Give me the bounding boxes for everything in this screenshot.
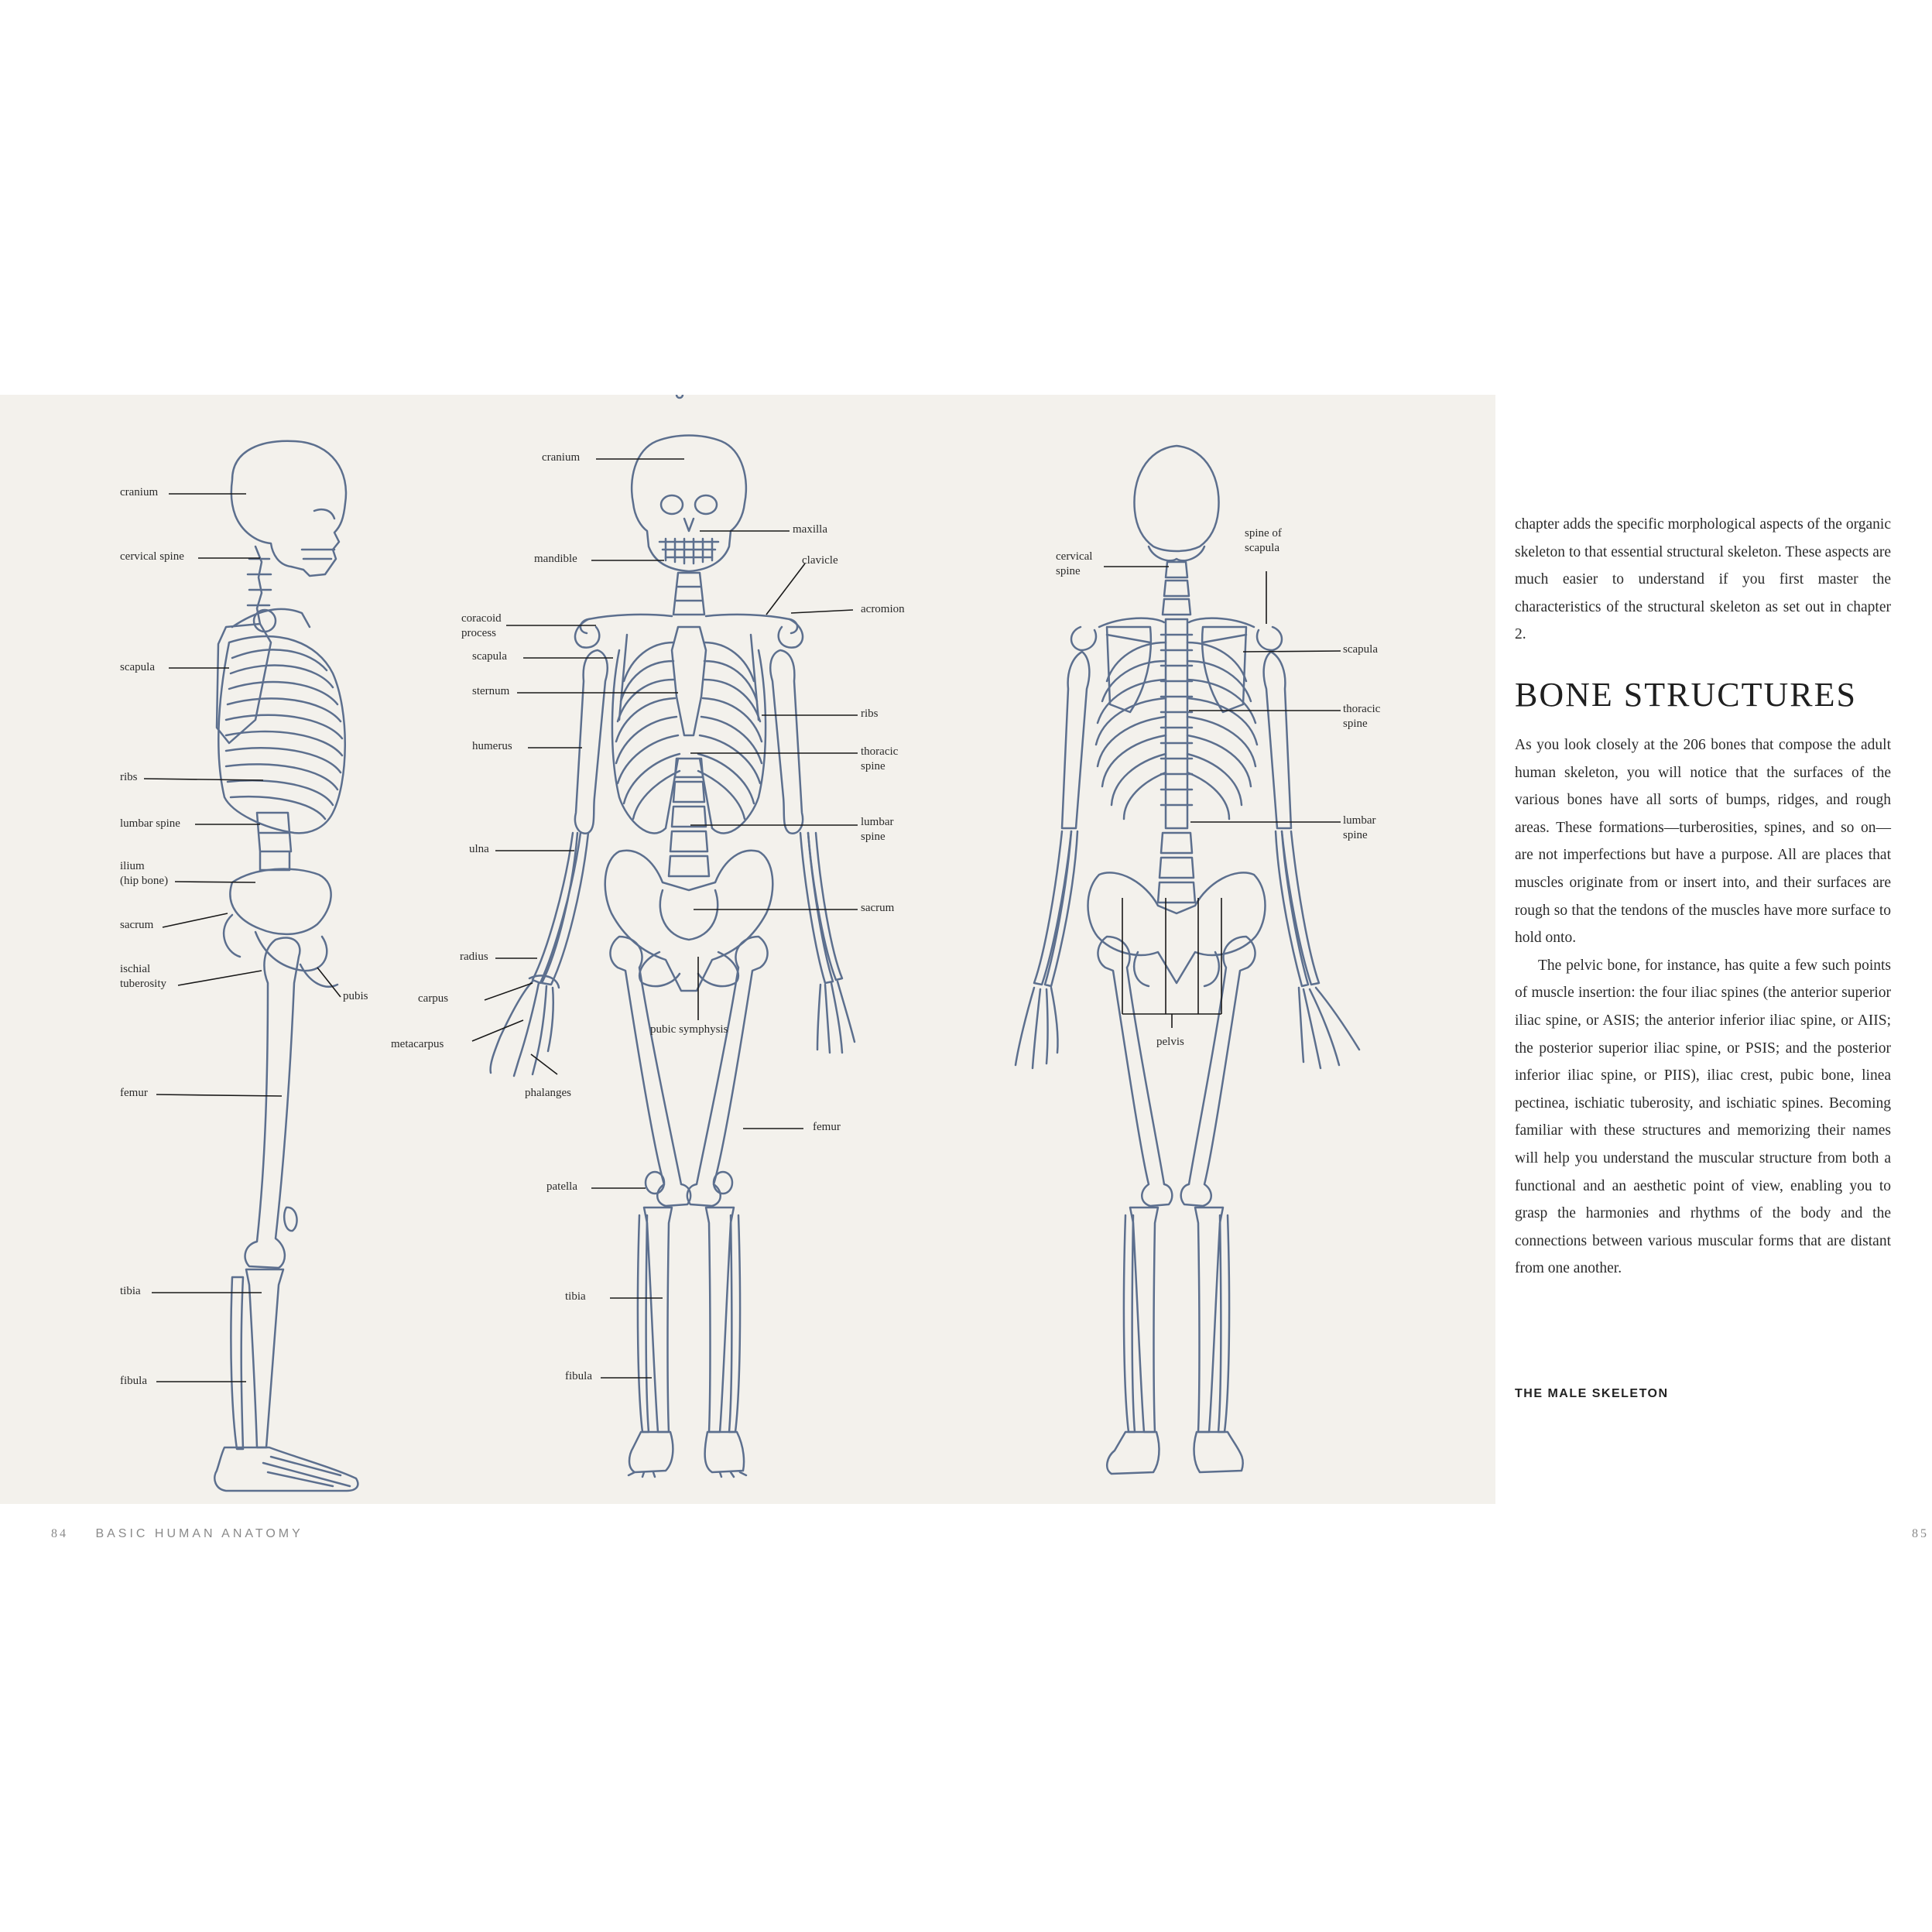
label-side-sacrum: sacrum <box>120 919 154 931</box>
label-front-scapula: scapula <box>472 650 507 663</box>
label-front-humerus: humerus <box>472 740 512 752</box>
body-text <box>1515 731 1891 1283</box>
paragraph-2: The pelvic bone, for instance, has quite a few such points of muscle insertion: the four iliac spines (the anterior superior iliac spine, or ASIS; the anterior inferior iliac spine, or AIIS; the posterior superior iliac spine, or PSIS; and the posterior inferior iliac spine, or PIIS), iliac crest, pubic bone, linea pectinea, ischiatic tuberosity, and ischiatic spines. Becoming familiar with these structures and memorizing their names will help you understand the muscular structure from both a functional and an aesthetic point of view, enabling you to grasp the harmonies and rhythms of the body and the connections between various muscular forms that are distant from one another. <box>1515 957 1891 1277</box>
label-side-scapula: scapula <box>120 661 155 673</box>
label-front-tibia: tibia <box>565 1290 586 1303</box>
left-page-number: 84 <box>51 1527 68 1540</box>
side-view-skeleton <box>214 441 358 1491</box>
label-front-metacarpus: metacarpus <box>391 1038 444 1050</box>
intro-paragraph: chapter adds the specific morphological aspects of the organic skeleton to that essential structural skeleton. These aspects are much easier to understand if you first master the characteristics of the structural skeleton as set out in chapter 2. <box>1515 516 1891 643</box>
label-front-clavicle: clavicle <box>802 554 838 567</box>
figure-caption: THE MALE SKELETON <box>1515 1387 1669 1400</box>
label-side-tibia: tibia <box>120 1285 141 1297</box>
intro-paragraph-block <box>1515 511 1891 649</box>
label-front-femur: femur <box>813 1121 841 1133</box>
label-side-cranium: cranium <box>120 486 159 498</box>
label-front-lumbar-spine: lumbar spine <box>861 816 894 843</box>
label-back-thoracic-spine: thoracic spine <box>1343 703 1381 730</box>
label-front-radius: radius <box>460 951 488 963</box>
label-back-spine-of-scapula: spine of scapula <box>1245 527 1282 554</box>
label-front-carpus: carpus <box>418 992 449 1005</box>
label-side-femur: femur <box>120 1087 148 1099</box>
label-front-ribs: ribs <box>861 707 879 720</box>
running-head: BASIC HUMAN ANATOMY <box>95 1527 303 1540</box>
section-heading: BONE STRUCTURES <box>1515 676 1857 714</box>
label-front-sternum: sternum <box>472 685 510 697</box>
leader-lines <box>144 459 1341 1382</box>
left-folio <box>51 1527 303 1541</box>
label-side-pubis: pubis <box>343 990 368 1002</box>
label-front-fibula: fibula <box>565 1370 592 1382</box>
label-front-maxilla: maxilla <box>793 523 827 536</box>
right-page-number: 85 <box>1912 1527 1929 1540</box>
illustration-plate <box>0 395 1495 1504</box>
label-side-fibula: fibula <box>120 1375 147 1387</box>
label-front-patella: patella <box>546 1180 577 1193</box>
label-back-cervical-spine: cervical spine <box>1056 550 1093 577</box>
label-side-cervical-spine: cervical spine <box>120 550 184 563</box>
paragraph-1: As you look closely at the 206 bones that compose the adult human skeleton, you will notice that the surfaces of the various bones have all sorts of bumps, ridges, and rough areas. These formations—turberosities, spines, and so on—are not imperfections but have a purpose. All are places that muscles originate from or insert into, and their surfaces are rough so that the tendons of the muscles have more surface to hold onto. <box>1515 737 1891 947</box>
label-front-pubic-symphysis: pubic symphysis <box>650 1023 728 1036</box>
label-side-lumbar-spine: lumbar spine <box>120 817 180 830</box>
label-back-pelvis: pelvis <box>1156 1036 1184 1048</box>
label-side-ischial-tuberosity: ischial tuberosity <box>120 963 166 990</box>
label-front-thoracic-spine: thoracic spine <box>861 745 899 772</box>
skeleton-drawings <box>0 395 1495 1504</box>
label-front-phalanges: phalanges <box>525 1087 571 1099</box>
label-front-mandible: mandible <box>534 553 577 565</box>
label-side-ilium: ilium (hip bone) <box>120 860 169 887</box>
label-front-cranium: cranium <box>542 451 581 464</box>
back-view-skeleton <box>1016 446 1359 1474</box>
label-back-scapula: scapula <box>1343 643 1378 656</box>
label-front-coracoid-process: coracoid process <box>461 612 502 639</box>
label-side-ribs: ribs <box>120 771 138 783</box>
label-front-sacrum: sacrum <box>861 902 895 914</box>
label-front-ulna: ulna <box>469 843 489 855</box>
label-front-acromion: acromion <box>861 603 905 615</box>
label-back-lumbar-spine: lumbar spine <box>1343 814 1376 841</box>
